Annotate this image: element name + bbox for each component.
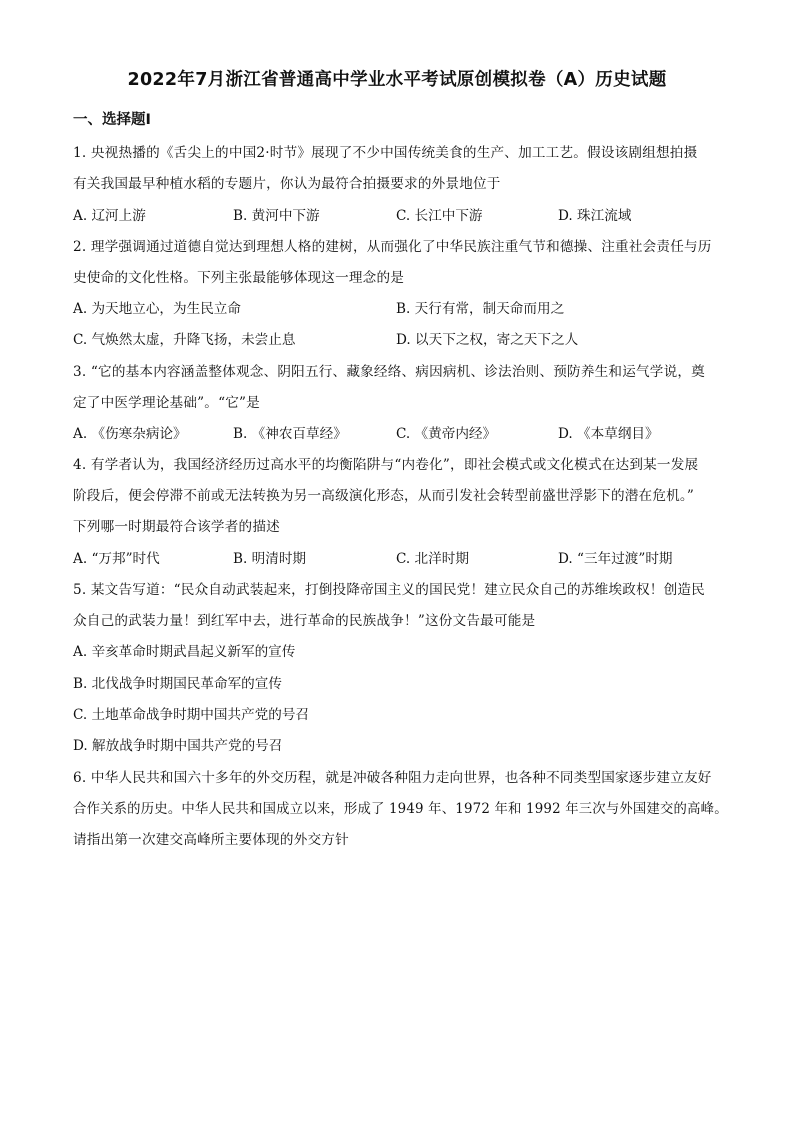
question-4-option-b: B. 明清时期 [233,551,307,567]
question-1-option-b: B. 黄河中下游 [233,208,320,224]
question-3-line-1: 3. “它的基本内容涵盖整体观念、阴阳五行、藏象经络、病因病机、诊法治则、预防养生和运气学说，奠 [73,364,705,380]
question-6-line-2: 合作关系的历史。中华人民共和国成立以来，形成了 1949 年、1972 年和 1992 年三次与外国建交的高峰。 [73,801,728,817]
question-4-option-c: C. 北洋时期 [396,551,469,567]
question-5-line-1: 5. 某文告写道：“民众自动武装起来，打倒投降帝国主义的国民党！建立民众自己的苏维埃政权！创造民 [73,582,705,598]
question-3-option-c: C. 《黄帝内经》 [396,426,497,442]
question-3-option-b: B. 《神农百草经》 [233,426,347,442]
question-1-option-c: C. 长江中下游 [396,208,483,224]
question-2-option-d: D. 以天下之权，寄之天下之人 [396,332,579,348]
question-5-option-c: C. 土地革命战争时期中国共产党的号召 [73,707,310,723]
page-title: 2022年7月浙江省普通高中学业水平考试原创模拟卷（A）历史试题 [127,70,667,90]
question-1-option-d: D. 珠江流域 [558,208,632,224]
question-5-option-d: D. 解放战争时期中国共产党的号召 [73,738,283,754]
question-5-option-b: B. 北伐战争时期国民革命军的宣传 [73,676,282,692]
question-2-option-b: B. 天行有常，制天命而用之 [396,301,565,317]
question-2-option-a: A. 为天地立心，为生民立命 [73,301,241,317]
section-heading: 一、选择题Ⅰ [73,112,151,128]
question-2-option-c: C. 气焕然太虚，升降飞扬，未尝止息 [73,332,296,348]
question-6-line-1: 6. 中华人民共和国六十多年的外交历程，就是冲破各种阻力走向世界，也各种不同类型国家逐步建立友好 [73,770,712,786]
question-3-option-d: D. 《本草纲目》 [558,426,659,442]
question-4-line-2: 阶段后，便会停滞不前或无法转换为另一高级演化形态，从而引发社会转型前盛世浮影下的潜在危机。” [73,488,695,504]
question-4-option-a: A. “万邦”时代 [73,551,160,567]
question-3-line-2: 定了中医学理论基础”。“它”是 [73,395,260,411]
question-6-line-3: 请指出第一次建交高峰所主要体现的外交方针 [73,832,349,848]
question-5-option-a: A. 辛亥革命时期武昌起义新军的宣传 [73,644,296,660]
question-2-line-2: 史使命的文化性格。下列主张最能够体现这一理念的是 [73,270,405,286]
question-3-option-a: A. 《伤寒杂病论》 [73,426,187,442]
question-5-line-2: 众自己的武装力量！到红军中去，进行革命的民族战争！”这份文告最可能是 [73,613,536,629]
question-4-line-3: 下列哪一时期最符合该学者的描述 [73,519,280,535]
question-2-line-1: 2. 理学强调通过道德自觉达到理想人格的建树，从而强化了中华民族注重气节和德操、注重社会责任与历 [73,239,712,255]
question-1-line-2: 有关我国最早种植水稻的专题片，你认为最符合拍摄要求的外景地位于 [73,176,501,192]
question-1-line-1: 1. 央视热播的《舌尖上的中国2·时节》展现了不少中国传统美食的生产、加工工艺。假设该剧组想拍摄 [73,145,698,161]
question-4-option-d: D. “三年过渡”时期 [558,551,673,567]
question-4-line-1: 4. 有学者认为，我国经济经历过高水平的均衡陷阱与“内卷化”，即社会模式或文化模式在达到某一发展 [73,457,699,473]
question-1-option-a: A. 辽河上游 [73,208,146,224]
